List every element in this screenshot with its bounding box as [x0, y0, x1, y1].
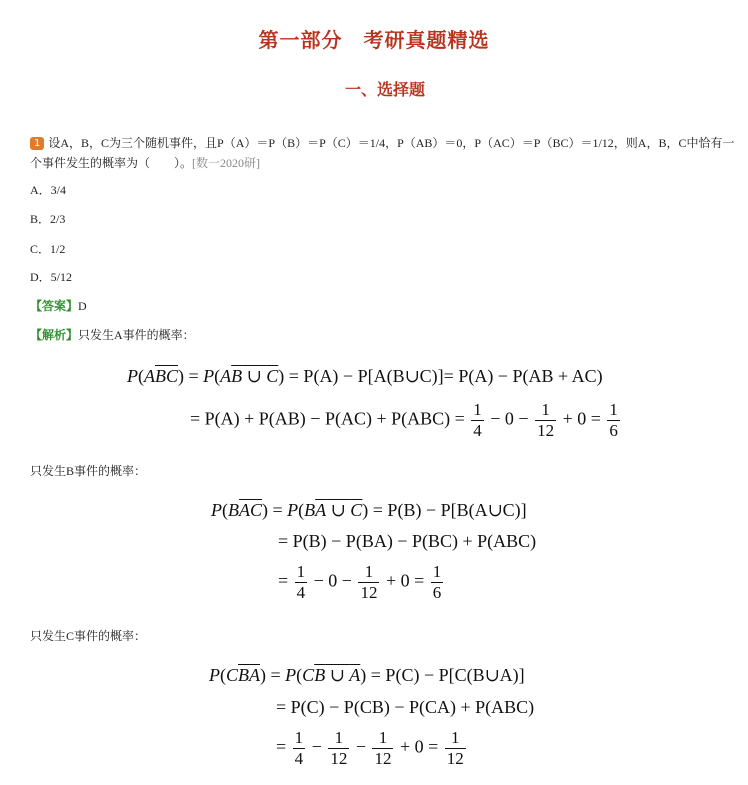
- question-source: [数一2020研]: [192, 156, 261, 170]
- analysis-line: [30, 326, 195, 343]
- part-title: 第一部分 考研真题精选: [258, 28, 490, 52]
- option-a: A．3/4: [30, 183, 67, 197]
- question-stem: 设A，B，C为三个随机事件，且P（A）＝P（B）＝P（C）＝1/4，P（AB）＝0，P（AC）＝P（BC）＝1/12，则A，B，C中恰有一个事件发生的概率为（ ）。: [30, 136, 735, 170]
- analysis-b-label: 只发生B事件的概率：: [30, 464, 147, 478]
- option-b: B．2/3: [30, 212, 66, 226]
- option-c: C．1/2: [30, 242, 66, 256]
- formula-c-line1-rest: = P(C) − P[C(B∪A)]: [370, 665, 525, 685]
- formula-b-line1: $P(B\overline{A}\overline{C}) = P(BA$ ∪ C) = P(B) − P[B(A∪C)]: [211, 500, 527, 520]
- formula-b-line2: = P(B) − P(BA) − P(BC) + P(ABC): [278, 531, 537, 551]
- formula-a-line1: $P(A\overline{B}\overline{C}) = P(AB$ ∪ C) = P(A) − P[A(B∪C)]= P(A) − P(AB + AC): [127, 366, 603, 386]
- answer-value: D: [78, 299, 87, 313]
- analysis-label: 【解析】: [30, 328, 79, 342]
- formula-a-line1-rest: = P(A) − P[A(B∪C)]= P(A) − P(AB + AC): [288, 366, 603, 386]
- option-d: D．5/12: [30, 270, 73, 284]
- answer-label: 【答案】: [30, 299, 79, 313]
- analysis-intro: 只发生A事件的概率：: [78, 328, 195, 342]
- section-title: 一、选择题: [344, 80, 425, 99]
- formula-a-line2-main: = P(A) + P(AB) − P(AC) + P(ABC) =: [190, 408, 465, 429]
- formula-c-line1: $P(C\overline{B}\overline{A}) = P(CB$ ∪ A) = P(C) − P[C(B∪A)]: [209, 665, 525, 685]
- answer-line: [30, 297, 87, 314]
- formula-b-line3: = $\frac{1}{4}$ − 0 − $\frac{1}{12}$ + 0 = $\frac{1}{6}$: [278, 562, 442, 602]
- formula-c-line2: = P(C) − P(CB) − P(CA) + P(ABC): [276, 697, 535, 717]
- formula-c-line3: = $\frac{1}{4}$ − $\frac{1}{12}$ − $\frac{1}{12}$ + 0 = $\frac{1}{12}$: [276, 728, 464, 768]
- analysis-c-label: 只发生C事件的概率：: [30, 629, 147, 643]
- question-text: [30, 133, 735, 173]
- formula-b-line1-rest: = P(B) − P[B(A∪C)]: [372, 500, 527, 520]
- formula-a-line2: = P(A) + P(AB) − P(AC) + P(ABC) = $\frac{1}{4}$ − 0 − $\frac{1}{12}$ + 0 = $\frac{1}{6}$: [190, 400, 618, 440]
- question-number-badge: 1: [30, 137, 44, 150]
